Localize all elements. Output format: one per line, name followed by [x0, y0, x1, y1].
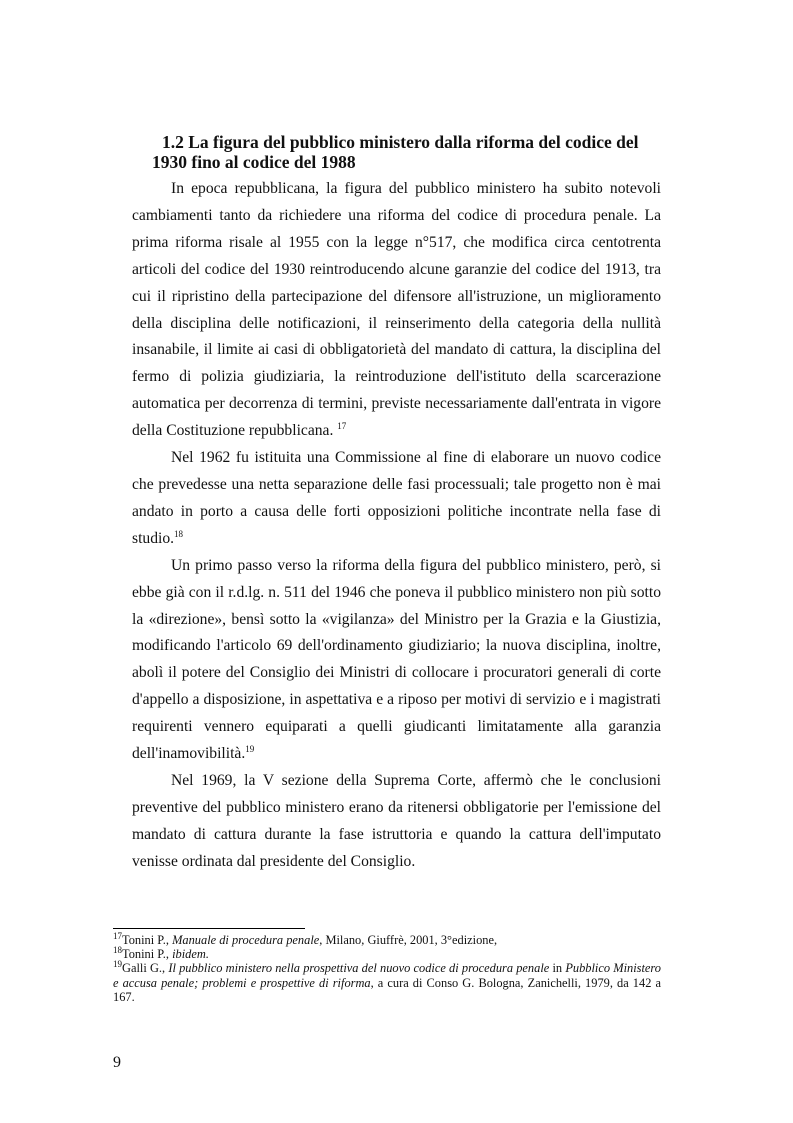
section-heading — [152, 132, 672, 172]
section-heading-line-2: 1930 fino al codice del 1988 — [152, 152, 356, 172]
footnote-title: ibidem. — [172, 947, 209, 962]
footnote-author: Tonini P., — [122, 933, 173, 947]
footnote — [113, 961, 661, 1004]
footnote-title: Manuale di procedura penale — [172, 933, 320, 947]
page-number: 9 — [113, 1054, 121, 1071]
section-heading-line-1: 1.2 La figura del pubblico ministero dalla riforma del codice del — [162, 132, 639, 152]
paragraph-text: In epoca repubblicana, la figura del pubblico ministero ha subito notevoli cambiamenti tanto da richiedere una riforma del codice di procedura penale. La prima riforma risale al 1955 con la legge n°517, che modifica circa centotrenta articoli del codice del 1930 reintroducendo alcune garanzie del codice del 1913, tra cui il ripristino della partecipazione del difensore all'istruzione, un miglioramento della disciplina delle notificazioni, il reinserimento della categoria della nullità insanabile, il limite ai casi di obbligatorietà del mandato di cattura, la disciplina del fermo di polizia giudiziaria, la reintroduzione dell'istituto della scarcerazione automatica per decorrenza di termini, previste necessariamente dall'entrata in vigore della Costituzione repubblicana. — [132, 180, 661, 440]
paragraph-text: Nel 1962 fu istituita una Commissione al fine di elaborare un nuovo codice che prevedesse una netta separazione delle fasi processuali; tale progetto non è mai andato in porto a causa delle forti opposizioni politiche incontrate nella fase di studio. — [132, 449, 661, 547]
paragraph — [132, 445, 661, 553]
footnote-rest: , Milano, Giuffrè, 2001, 3°edizione, — [319, 933, 498, 947]
footnote-author: Galli G., — [122, 961, 169, 976]
footnote-rest: , a cura di Conso G. Bologna, Zanichelli, 1979, da 142 a 167. — [113, 975, 661, 1004]
footnote-connector: in — [549, 961, 566, 976]
footnote-title: Il pubblico ministero nella prospettiva del nuovo codice di procedura penale — [168, 961, 550, 976]
paragraph — [132, 176, 661, 445]
footnotes — [113, 930, 661, 1004]
footnote-number: 18 — [113, 945, 122, 956]
paragraph — [132, 768, 661, 876]
paragraph-text: Un primo passo verso la riforma della figura del pubblico ministero, però, si ebbe già con il r.d.lg. n. 511 del 1946 che poneva il pubblico ministero non più sotto la «direzione», bensì sotto la «vigilanza» del Ministro per la Grazia e la Giustizia, modificando l'articolo 69 dell'ordinamento giudiziario; la nuova disciplina, inoltre, abolì il potere del Consiglio dei Ministri di collocare i procuratori generali di corte d'appello a disposizione, in aspettativa e a riposo per motivi di servizio e i magistrati requirenti vennero equiparati a quelli giudicanti limitatamente alla garanzia dell'inamovibilità. — [132, 556, 661, 763]
footnote-title: Pubblico Ministero e accusa penale; problemi e prospettive di riforma — [113, 961, 661, 990]
footnote-author: Tonini P., — [122, 947, 173, 962]
footnote-number: 19 — [113, 959, 122, 970]
footnote — [113, 930, 661, 947]
footnote-ref[interactable]: 18 — [174, 528, 184, 539]
paragraph-text: Nel 1969, la V sezione della Suprema Corte, affermò che le conclusioni preventive del pubblico ministero erano da ritenersi obbligatorie per l'emissione del mandato di cattura durante la fase istruttoria e quando la cattura dell'imputato venisse ordinata dal presidente del Consiglio. — [132, 771, 661, 870]
body-text — [132, 176, 661, 876]
paragraph — [132, 553, 661, 768]
footnote-ref[interactable]: 17 — [337, 420, 347, 431]
footnote-ref[interactable]: 19 — [245, 743, 255, 754]
footnote — [113, 947, 661, 961]
footnote-divider — [113, 928, 305, 929]
footnote-number: 17 — [113, 930, 122, 941]
